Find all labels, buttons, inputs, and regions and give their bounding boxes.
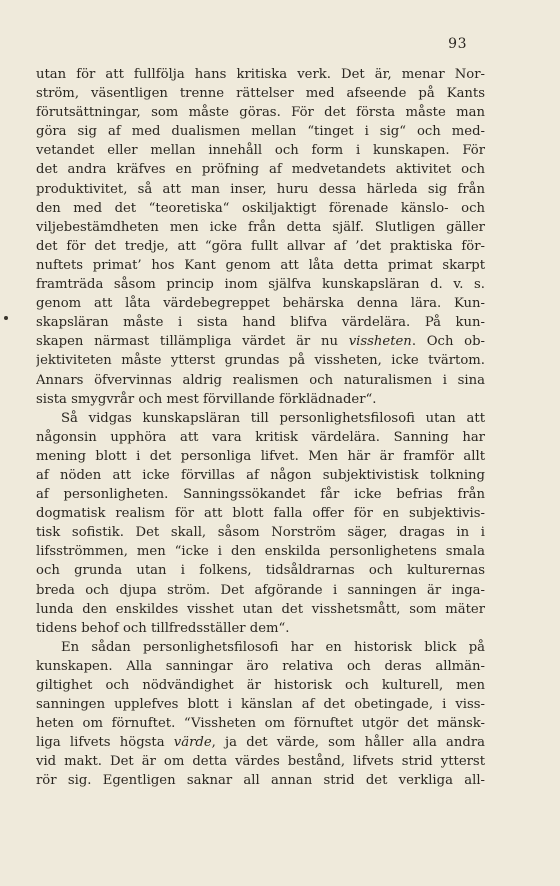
text-line: tidens behof och tillfredsställer dem“. bbox=[36, 620, 290, 636]
text-line: rör sig. Egentligen saknar all annan strid det verkliga all- bbox=[36, 773, 485, 789]
text-line: af nöden att icke förvillas af någon subjektivistisk tolkning bbox=[36, 467, 485, 483]
text-line: sista smygvrår och mest förvillande förklädnader“. bbox=[36, 391, 377, 407]
text-line: sanningen upplefves blott i känslan af det obetingade, i viss- bbox=[36, 697, 485, 713]
emphasis: vissheten bbox=[348, 334, 412, 350]
page-number: 93 bbox=[448, 36, 467, 52]
text-line: jektiviteten måste ytterst grundas på vissheten, icke tvärtom. bbox=[36, 353, 485, 369]
text-line: nuftets primat’ hos Kant genom att låta detta primat skarpt bbox=[36, 257, 485, 273]
text-line: vetandet eller mellan innehåll och form i kunskapen. För bbox=[36, 143, 485, 159]
text-line: någonsin upphöra att vara kritisk värdelära. Sanning har bbox=[36, 429, 485, 445]
text-line: skapen närmast tillämpliga värdet är nu vissheten. Och ob- bbox=[36, 334, 485, 350]
text-line: Annars öfvervinnas aldrig realismen och naturalismen i sina bbox=[36, 372, 485, 388]
text-line: förutsättningar, som måste göras. För det första måste man bbox=[36, 105, 485, 121]
text-line: lunda den enskildes visshet utan det visshetsmått, som mäter bbox=[36, 601, 485, 617]
text-line: heten om förnuftet. “Vissheten om förnuftet utgör det mänsk- bbox=[36, 716, 485, 732]
text-line: Så vidgas kunskapsläran till personlighetsfilosofi utan att bbox=[61, 410, 485, 426]
text-line: och grunda utan i folkens, tidsåldrarnas och kulturernas bbox=[36, 563, 485, 579]
text-line: viljebestämdheten men icke från detta själf. Slutligen gäller bbox=[36, 219, 485, 235]
text-line: dogmatisk realism för att blott falla offer för en subjektivis- bbox=[36, 506, 485, 522]
text-line: tisk sofistik. Det skall, såsom Norström säger, dragas in i bbox=[36, 525, 485, 541]
text-line: genom att låta värdebegreppet behärska denna lära. Kun- bbox=[36, 296, 485, 312]
text-line: göra sig af med dualismen mellan “tinget i sig“ och med- bbox=[36, 124, 485, 140]
text-line: af personligheten. Sanningssökandet får icke befrias från bbox=[36, 487, 485, 503]
body-text bbox=[36, 65, 485, 791]
text-line: liga lifvets högsta värde, ja det värde, som håller alla andra bbox=[36, 735, 485, 751]
margin-mark bbox=[4, 316, 8, 320]
text-line: mening blott i det personliga lifvet. Men här är framför allt bbox=[36, 448, 485, 464]
text-line: lifsströmmen, men “icke i den enskilda personlighetens smala bbox=[36, 544, 485, 560]
text-line: giltighet och nödvändighet är historisk och kulturell, men bbox=[36, 678, 485, 693]
text-line: utan för att fullfölja hans kritiska verk. Det är, menar Nor- bbox=[36, 67, 485, 82]
text-line: kunskapen. Alla sanningar äro relativa och deras allmän- bbox=[36, 658, 485, 674]
text-line: framträda såsom princip inom själfva kunskapsläran d. v. s. bbox=[36, 277, 485, 293]
text-line: produktivitet, så att man inser, huru dessa härleda sig från bbox=[36, 181, 485, 197]
emphasis: värde bbox=[173, 735, 212, 751]
text-line: skapsläran måste i sista hand blifva värdelära. På kun- bbox=[36, 315, 485, 331]
text-line: breda och djupa ström. Det afgörande i sanningen är inga- bbox=[36, 582, 485, 598]
text-line: den med det “teoretiska“ oskiljaktigt förenade känslo- och bbox=[36, 200, 485, 216]
text-line: det för det tredje, att “göra fullt allvar af ’det praktiska för- bbox=[36, 238, 485, 254]
text-line: ström, väsentligen trenne rättelser med afseende på Kants bbox=[36, 86, 485, 102]
text-line: det andra kräfves en pröfning af medvetandets aktivitet och bbox=[36, 162, 485, 178]
text-line: En sådan personlighetsfilosofi har en historisk blick på bbox=[61, 639, 485, 655]
text-line: vid makt. Det är om detta värdes bestånd, lifvets strid ytterst bbox=[36, 754, 485, 770]
